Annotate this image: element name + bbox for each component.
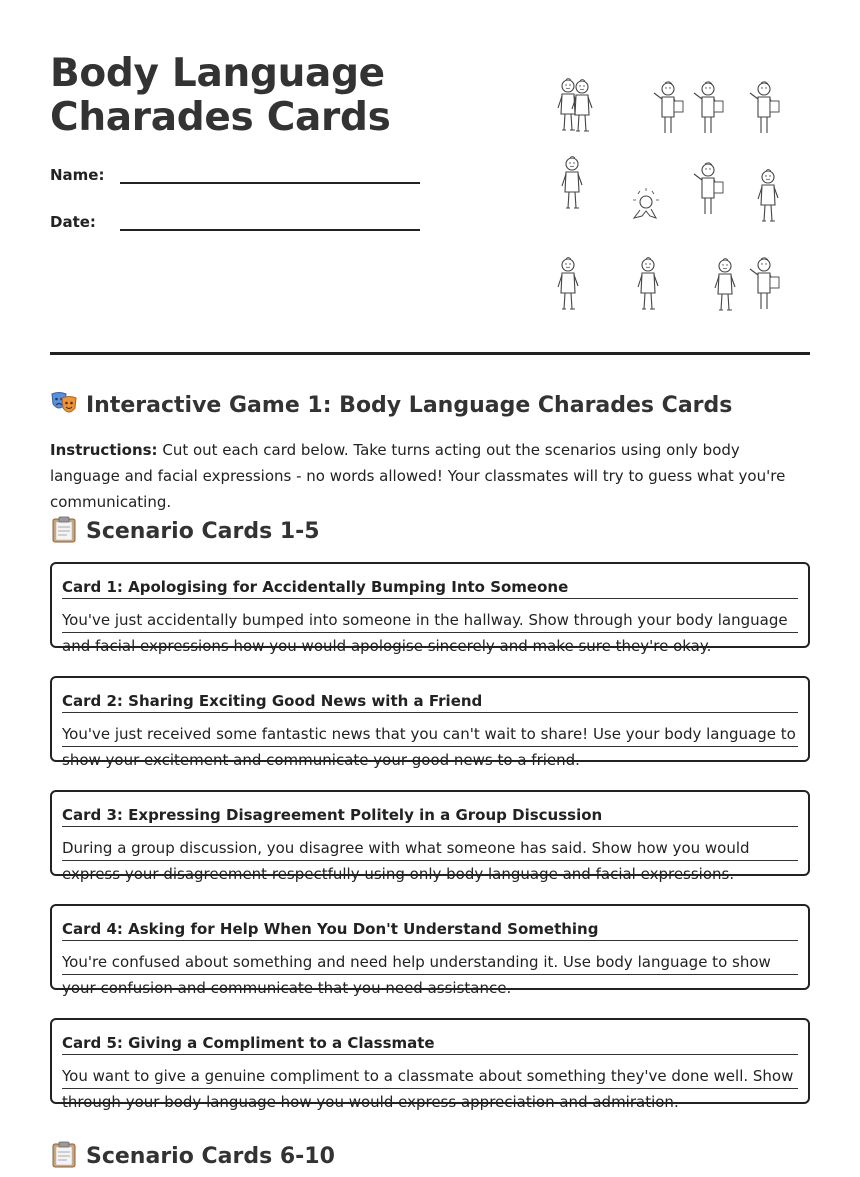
- figure-13: [750, 258, 779, 309]
- card-title: Card 4: Asking for Help When You Don't Understand Something: [62, 919, 798, 941]
- card-body: You want to give a genuine compliment to a classmate about something they've done well. Show through your body language how you would express appreciation and admiration.: [62, 1063, 798, 1115]
- figure-11: [638, 258, 658, 310]
- date-label: Date:: [50, 213, 96, 231]
- figure-3: [654, 82, 683, 133]
- clipboard-icon: [50, 515, 78, 543]
- scenario-card-3: [50, 790, 810, 883]
- title-line-1: Body Language: [50, 51, 385, 96]
- name-write-line[interactable]: [120, 164, 420, 184]
- figure-6: [562, 157, 582, 209]
- game-heading-text: Interactive Game 1: Body Language Charades Cards: [86, 393, 733, 418]
- date-write-line[interactable]: [120, 211, 420, 231]
- worksheet-page: [50, 0, 810, 1169]
- people-figures-illustration: [550, 70, 790, 320]
- clipboard-icon: [50, 1140, 78, 1168]
- body-language-illustration: [550, 70, 790, 320]
- section-heading-2: [50, 1140, 335, 1172]
- figure-10: [558, 258, 578, 310]
- section-heading-1: [50, 515, 320, 547]
- game-heading: [50, 389, 732, 421]
- figure-8: [694, 163, 723, 214]
- card-body: You've just accidentally bumped into someone in the hallway. Show through your body language and facial expressions how you would apologise sincerely and make sure they're okay.: [62, 607, 798, 659]
- card-body: You've just received some fantastic news that you can't wait to share! Use your body language to show your excitement and communicate your good news to a friend.: [62, 721, 798, 773]
- card-body: You're confused about something and need help understanding it. Use body language to show your confusion and communicate that you need assistance.: [62, 949, 798, 1001]
- section-heading-1-text: Scenario Cards 1-5: [86, 519, 320, 544]
- figure-9: [758, 170, 778, 222]
- name-label: Name:: [50, 166, 105, 184]
- scenario-card-5: [50, 1018, 810, 1111]
- instructions-label: Instructions:: [50, 441, 158, 459]
- figure-7-crouched: [633, 188, 659, 218]
- instructions: [50, 437, 810, 515]
- card-title: Card 5: Giving a Compliment to a Classmate: [62, 1033, 798, 1055]
- card-title: Card 2: Sharing Exciting Good News with a Friend: [62, 691, 798, 713]
- figure-5: [750, 82, 779, 133]
- name-field[interactable]: [50, 164, 420, 194]
- instructions-text: Cut out each card below. Take turns acting out the scenarios using only body language and facial expressions - no words allowed! Your classmates will try to guess what you're communicating.: [50, 441, 786, 511]
- scenario-card-1: [50, 562, 810, 655]
- date-field[interactable]: [50, 211, 420, 241]
- card-title: Card 1: Apologising for Accidentally Bumping Into Someone: [62, 577, 798, 599]
- worksheet-header: [50, 0, 810, 355]
- theater-masks-icon: [50, 389, 78, 417]
- card-title: Card 3: Expressing Disagreement Politely in a Group Discussion: [62, 805, 798, 827]
- scenario-card-2: [50, 676, 810, 769]
- section-heading-2-text: Scenario Cards 6-10: [86, 1144, 335, 1169]
- page-title: [50, 52, 391, 140]
- scenario-card-4: [50, 904, 810, 997]
- figure-12: [715, 259, 735, 311]
- figure-2: [572, 80, 592, 132]
- card-body: During a group discussion, you disagree with what someone has said. Show how you would express your disagreement respectfully using only body language and facial expressions.: [62, 835, 798, 887]
- figure-4: [694, 82, 723, 133]
- title-line-2: Charades Cards: [50, 95, 391, 140]
